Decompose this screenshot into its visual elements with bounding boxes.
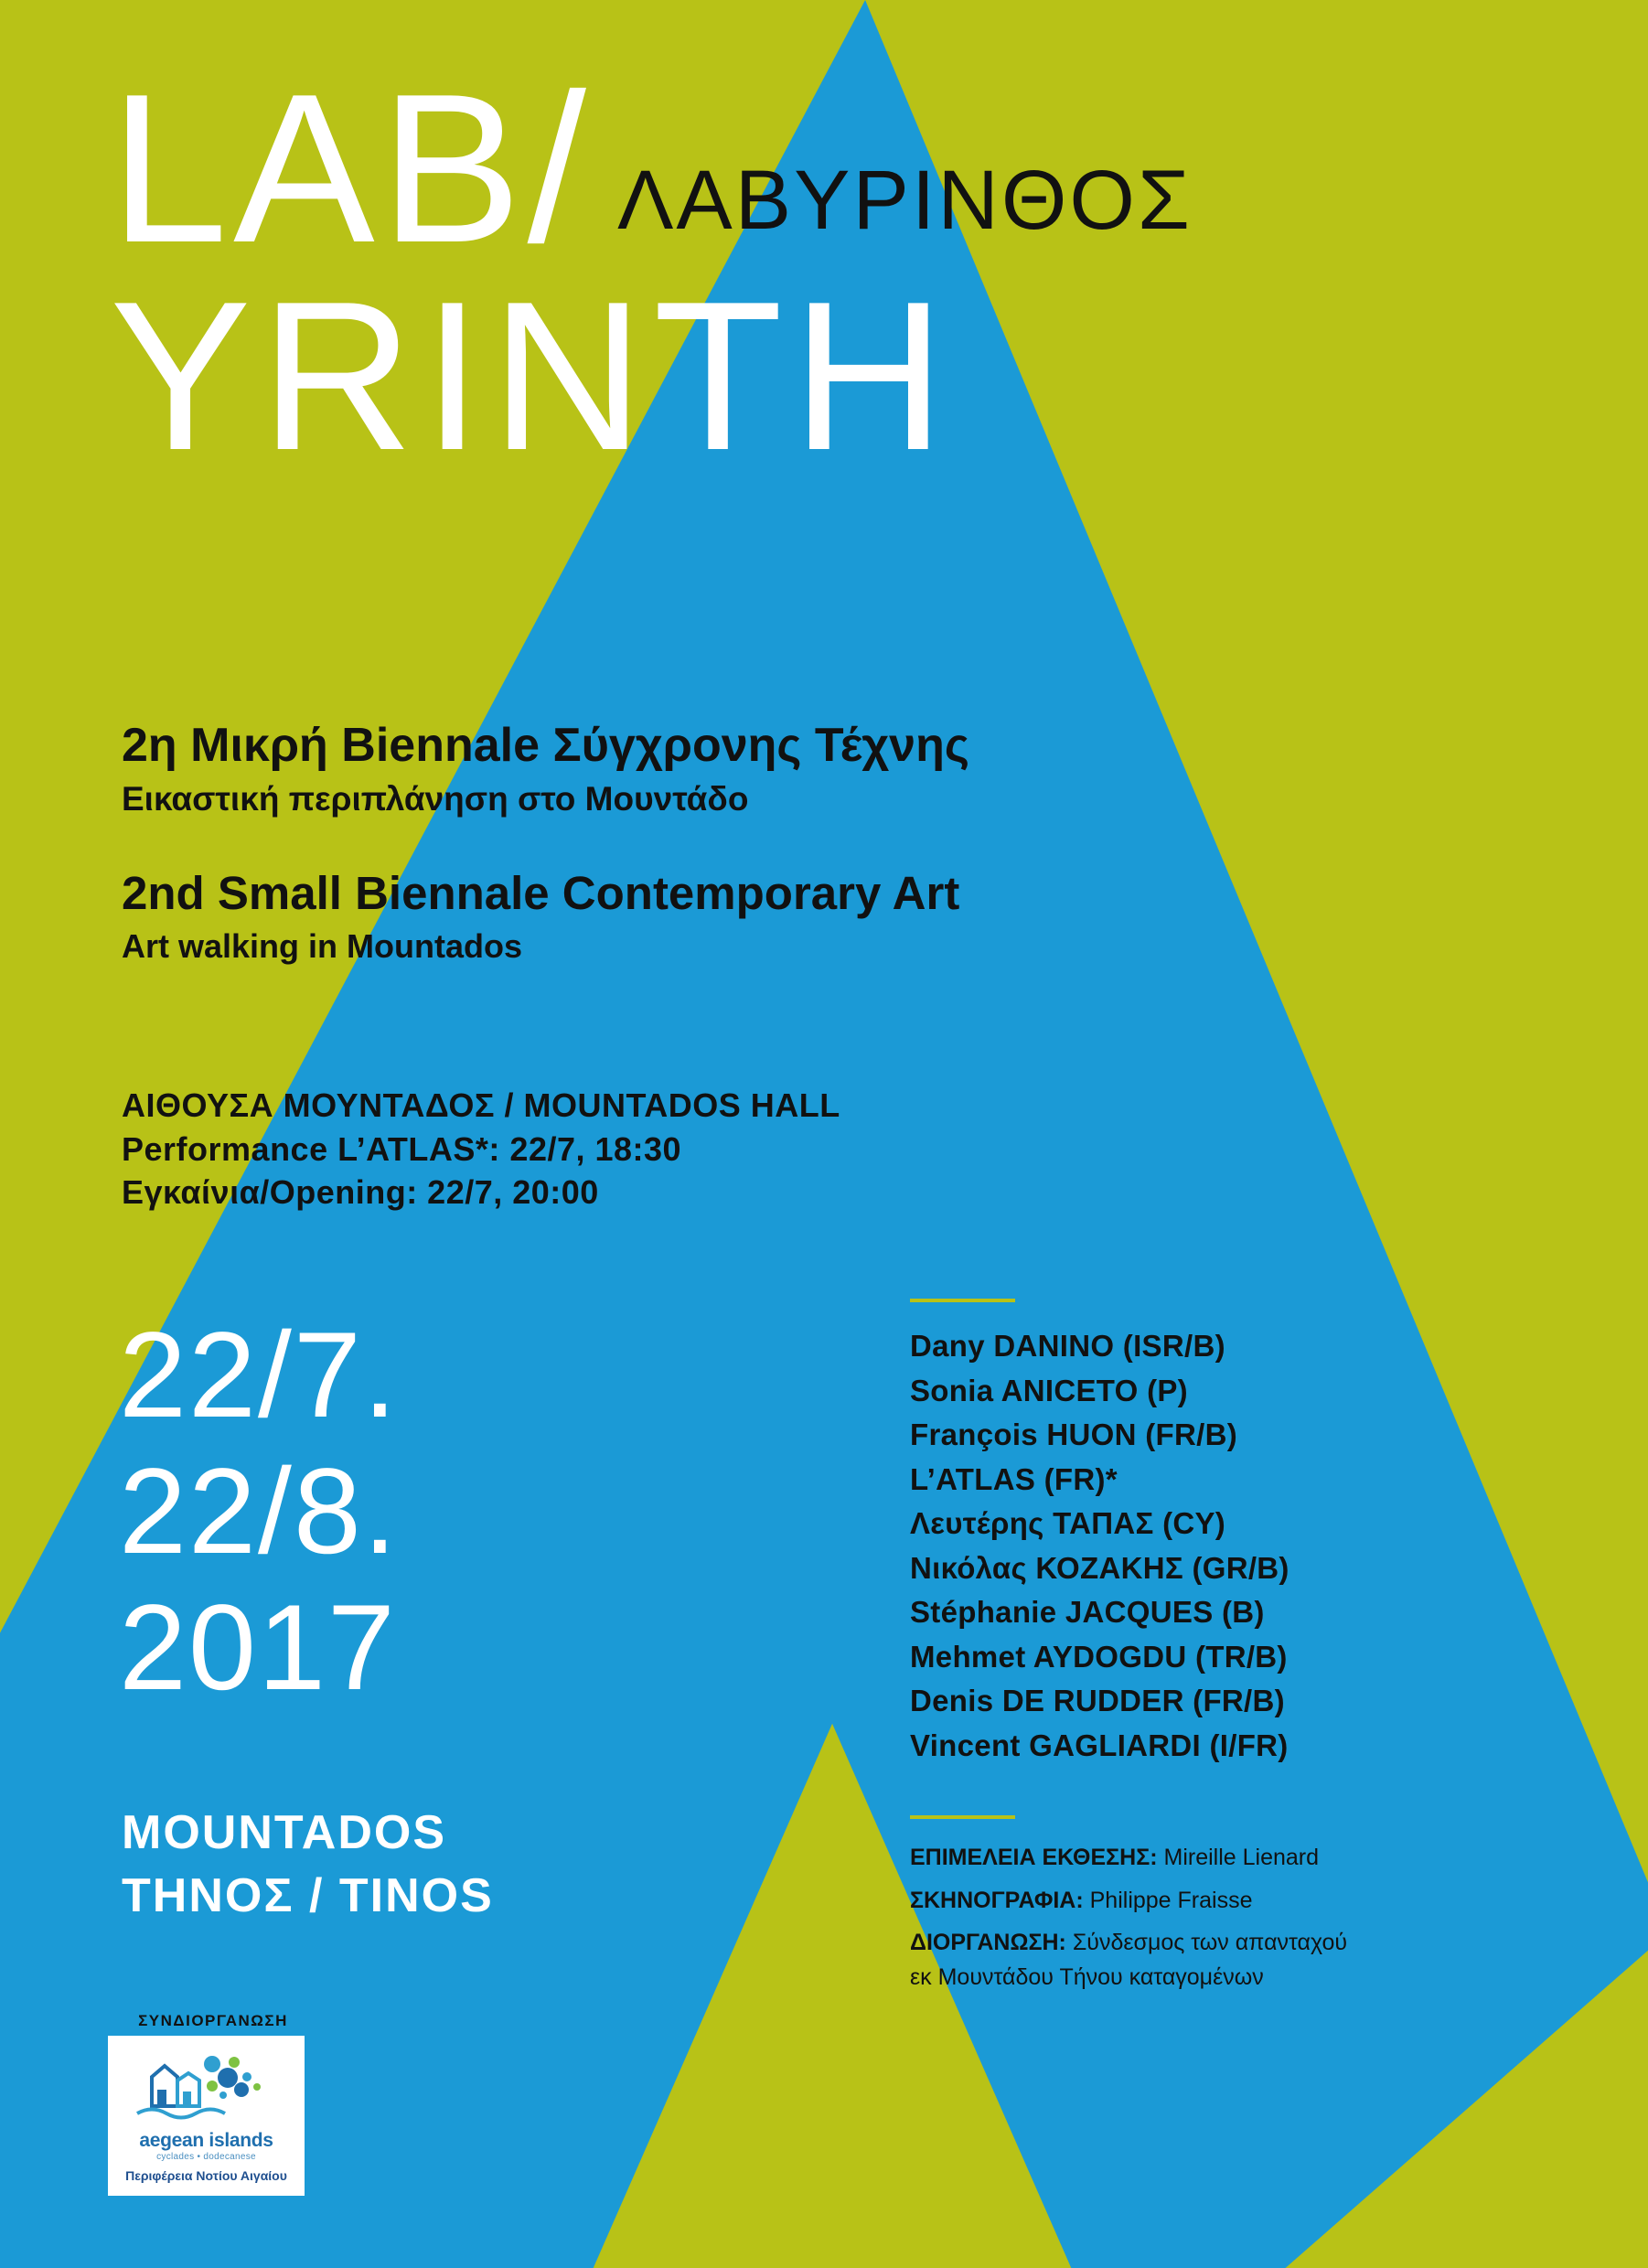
sponsor-logo-name: aegean islands (139, 2129, 273, 2151)
place-island: ΤΗΝΟΣ / TINOS (122, 1869, 494, 1923)
venue-hall: ΑΙΘΟΥΣΑ ΜΟΥΝΤΑΔΟΣ / MOUNTADOS HALL (122, 1086, 840, 1124)
date-block (119, 1308, 399, 1717)
credit-curator (910, 1841, 1568, 1876)
title-latin-part-2: YRINTH (110, 258, 955, 496)
venue-performance: Performance L’ATLAS*: 22/7, 18:30 (122, 1129, 682, 1168)
list-item: L’ATLAS (FR)* (910, 1461, 1118, 1496)
credit-organizer-value-2: εκ Μουντάδου Τήνου καταγομένων (910, 1963, 1264, 1990)
list-item: Stéphanie JACQUES (B) (910, 1595, 1265, 1629)
aegean-islands-logo-icon (124, 2049, 289, 2134)
list-item: Mehmet AYDOGDU (TR/B) (910, 1639, 1288, 1674)
headline-block (122, 718, 1493, 966)
date-start: 22/7. (119, 1308, 399, 1443)
date-end: 22/8. (119, 1443, 399, 1579)
title-greek: ΛΑΒΥΡΙΝΘΟΣ (616, 154, 1193, 247)
sponsor-caption: ΣΥΝΔΙΟΡΓΑΝΩΣΗ (138, 2012, 288, 2029)
list-item: Denis DE RUDDER (FR/B) (910, 1684, 1285, 1717)
title-line-2 (110, 258, 1591, 496)
list-item: François HUON (FR/B) (910, 1418, 1238, 1451)
list-item: Νικόλας ΚΟΖΑΚΗΣ (GR/B) (910, 1550, 1290, 1585)
title-latin-part-1: LAB/ (110, 50, 592, 287)
credit-organizer-label: ΔΙΟΡΓΑΝΩΣΗ: (910, 1930, 1066, 1955)
headline-greek-main: 2η Μικρή Biennale Σύγχρονης Τέχνης (122, 719, 969, 772)
credit-organizer (910, 1926, 1568, 1995)
place-block (122, 1802, 494, 1928)
divider-rule-bottom (910, 1815, 1015, 1819)
date-year: 2017 (119, 1579, 397, 1716)
credit-curator-value: Mireille Lienard (1157, 1845, 1320, 1870)
credit-scenography-value: Philippe Fraisse (1083, 1887, 1253, 1913)
list-item: Λευτέρης ΤΑΠΑΣ (CY) (910, 1506, 1226, 1540)
headline-english-main: 2nd Small Biennale Contemporary Art (122, 867, 960, 919)
list-item: Dany DANINO (ISR/B) (910, 1329, 1225, 1363)
credit-scenography-label: ΣΚΗΝΟΓΡΑΦΙΑ: (910, 1887, 1084, 1913)
credits-block (910, 1815, 1568, 2003)
sponsor-region-name: Περιφέρεια Νοτίου Αιγαίου (125, 2167, 287, 2183)
credit-curator-label: ΕΠΙΜΕΛΕΙΑ ΕΚΘΕΣΗΣ: (910, 1845, 1158, 1870)
poster-title (110, 50, 1591, 496)
credit-scenography (910, 1884, 1568, 1919)
venue-block (122, 1084, 1402, 1214)
sponsor-logo-subtitle: cyclades • dodecanese (156, 2151, 256, 2162)
divider-rule-top (910, 1299, 1015, 1302)
sponsor-logo-block (108, 2012, 318, 2196)
place-village: MOUNTADOS (122, 1806, 447, 1859)
sponsor-logo-card (108, 2036, 305, 2196)
headline-greek-sub: Εικαστική περιπλάνηση στο Μουντάδο (122, 780, 749, 818)
title-line-1 (110, 50, 1591, 287)
artist-list (910, 1299, 1550, 1768)
credit-organizer-value: Σύνδεσμος των απανταχού (1065, 1930, 1348, 1955)
list-item: Vincent GAGLIARDI (I/FR) (910, 1728, 1289, 1762)
list-item: Sonia ANICETO (P) (910, 1373, 1188, 1407)
venue-opening: Εγκαίνια/Opening: 22/7, 20:00 (122, 1173, 599, 1212)
headline-english-sub: Art walking in Mountados (122, 927, 522, 965)
